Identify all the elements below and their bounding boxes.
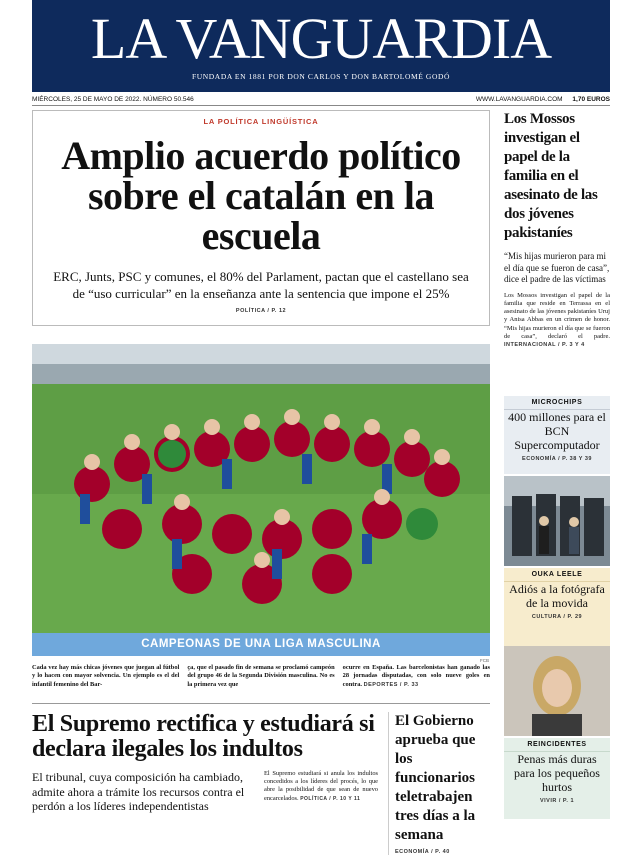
photo-text-col3-body: ocurre en España. Las barcelonistas han ganado las 28 jornadas disputadas, con solo nueve goles en contra. [342,664,490,688]
reincidentes-label: REINCIDENTES [504,738,610,752]
supremo-body [32,770,378,814]
ouka-leele-page-ref: CULTURA / P. 29 [531,614,583,620]
microchips-page-ref: ECONOMÍA / P. 38 Y 39 [522,456,592,462]
team-photo[interactable] [32,344,490,656]
gobierno-page-ref: ECONOMÍA / P. 40 [395,849,450,855]
reincidentes-box[interactable] [504,738,610,819]
mossos-story[interactable] [504,110,610,350]
price: 1,70 EUROS [572,96,610,103]
lead-kicker: LA POLÍTICA LINGÜÍSTICA [203,117,319,126]
ouka-leele-box[interactable] [504,568,610,646]
issue-date: MIÉRCOLES, 25 DE MAYO DE 2022. NÚMERO 50.546 [32,96,194,103]
photo-text-col1: Cada vez hay más chicas jóvenes que juegan al fútbol y lo hacen con mayor solvencia. Un ejemplo es el del infantil femenino del Bar- [32,664,180,688]
mossos-headline[interactable]: Los Mossos investigan el papel de la familia en el asesinato de las dos jóvenes pakistaníes [504,111,598,241]
microchips-box[interactable] [504,396,610,474]
lead-page-ref: POLÍTICA / P. 12 [235,308,287,314]
supremo-small [264,770,378,814]
website-link[interactable]: WWW.LAVANGUARDIA.COM [475,96,563,103]
photo-text-col2: ça, que el pasado fin de semana se proclamó campeón del grupo 46 de la Segunda División masculina. No es la primera vez que [187,664,335,688]
photo-page-ref: DEPORTES / P. 33 [363,681,419,688]
masthead [32,0,610,92]
photo-text [32,664,490,689]
portrait-photo [504,646,610,736]
supercomputer-photo [504,476,610,566]
supremo-page-ref: POLÍTICA / P. 10 Y 11 [300,795,361,802]
portrait-illustration [504,646,610,736]
supercomputer-illustration [504,476,610,566]
photo-text-col3 [343,664,490,689]
photo-credit: FCB [480,658,489,663]
supremo-story[interactable] [32,712,378,814]
lead-headline[interactable]: Amplio acuerdo político sobre el catalán en la escuela [61,133,461,258]
ouka-leele-text[interactable]: Adiós a la fotógrafa de la movida [509,582,605,610]
microchips-label: MICROCHIPS [504,396,610,410]
mossos-page-ref: INTERNACIONAL / P. 3 Y 4 [504,342,585,349]
lead-story[interactable] [32,110,490,326]
newspaper-logo[interactable]: LA VANGUARDIA [90,6,552,71]
dateline-right [468,96,610,103]
gobierno-headline[interactable]: El Gobierno aprueba que los funcionarios teletrabajen tres días a la semana [395,713,476,843]
sidebar [504,110,610,350]
dateline [32,94,610,106]
supremo-deck: El tribunal, cuya composición ha cambiado, admite ahora a trámite los recursos contra el perdón a los líderes independentistas [32,770,245,813]
gobierno-story[interactable] [388,712,492,855]
mossos-small-text: Los Mossos investigan el papel de la familia que reside en Terrassa en el asesinato de las jóvenes pakistaníes Uruj y Anisa Abbas en un crimen de honor. “Mis hijas murieron el día que se fueron de casa”, declaró el padre. [504,291,610,340]
photo-caption-title: CAMPEONAS DE UNA LIGA MASCULINA [32,633,490,656]
mossos-quote: “Mis hijas murieron para mi el día que se fueron de casa”, dice el padre de las víctimas [504,251,610,284]
supremo-headline[interactable]: El Supremo rectifica y estudiará si declara ilegales los indultos [32,711,375,762]
supremo-small-text: El Supremo estudiará si anula los indultos concedidos a los líderes del procés, lo que abre la posibilidad de que sean de nuevo encarcelados. [264,770,378,802]
reincidentes-page-ref: VIVIR / P. 1 [539,798,575,804]
ouka-leele-label: OUKA LEELE [504,568,610,582]
founded-line: FUNDADA EN 1881 POR DON CARLOS Y DON BARTOLOMÉ GODÓ [191,72,450,81]
team-photo-illustration [32,344,490,656]
microchips-text[interactable]: 400 millones para el BCN Supercomputador [508,410,606,452]
section-divider [32,703,490,704]
lead-deck: ERC, Junts, PSC y comunes, el 80% del Parlament, pactan que el castellano sea de “uso curricular” en la enseñanza ante la sentencia que impone el 25% [53,269,469,301]
mossos-small [504,292,610,350]
reincidentes-text[interactable]: Penas más duras para los pequeños hurtos [514,752,600,794]
